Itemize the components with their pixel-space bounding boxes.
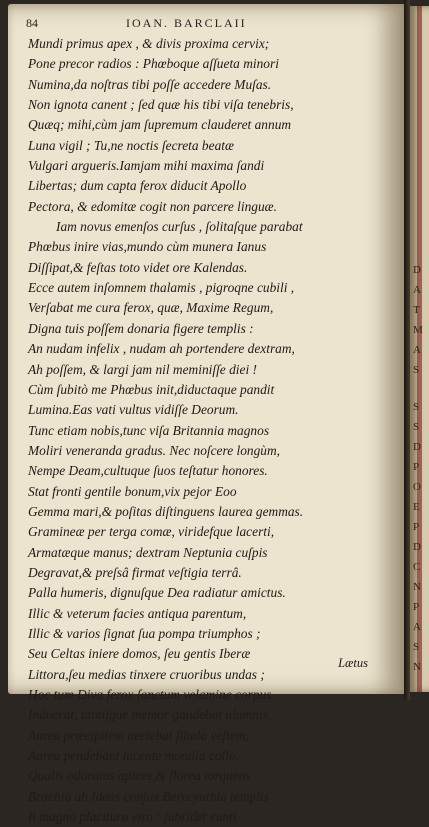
edge-letter: D <box>413 441 421 453</box>
verse-line: Induerat, tantiſque memor gaudebat alumnis. <box>28 707 272 723</box>
verse-line: Qualis odoratos apices,& florea torquens <box>28 768 251 784</box>
verse-line: Gemma mari,& poſitas diſtinguens laurea gemmas. <box>28 503 304 519</box>
edge-letter: O <box>413 481 421 493</box>
verse-line: Libertas; dum capta ferox diducit Apollo <box>28 178 247 194</box>
edge-letter: P <box>413 521 420 533</box>
edge-letter: N <box>413 661 421 673</box>
edge-letter: A <box>413 284 421 296</box>
edge-letter: N <box>413 581 421 593</box>
verse-line: Palla humeris, dignuſque Dea radiatur amictus. <box>28 585 286 601</box>
verse-line: Pone precor radios : Phœboque aſſueta minori <box>28 56 279 72</box>
verse-line: Phœbus inire vias,mundo cùm munera Ianus <box>28 239 267 255</box>
verse-line: Gramineæ per terga comæ, viridefque lacerti, <box>28 524 275 540</box>
verse-line: Moliri veneranda gradus. Nec noſcere longùm, <box>28 442 281 458</box>
verse-line: Aurea pendebant lucente monilia collo. <box>28 748 240 764</box>
verse-line: Mundi primus apex , & divis proxima cervix; <box>28 36 270 51</box>
verse-line: Ecce autem inſomnem thalamis , pigroqne cubili , <box>28 280 295 296</box>
verse-line: Ah poſſem, & largi jam nil meminiſſe diei ! <box>28 361 257 377</box>
verse-line: Cùm ſubitò me Phœbus init,diductaque pandit <box>28 381 275 397</box>
edge-letter: P <box>413 601 420 613</box>
verse-line: Armatæque manus; dextram Neptunia cuſpis <box>28 544 268 560</box>
page-number: 84 <box>26 16 38 30</box>
verse-line: Tunc etiam nobis,tunc viſa Britannia magnos <box>28 422 270 438</box>
book-page <box>8 4 404 825</box>
running-head: IOAN. BARCLAII <box>126 16 247 30</box>
verse-line: It magno placitura viro : ſubridet eunti <box>28 809 237 825</box>
page-header <box>26 16 374 32</box>
verse-line: Illic & veterum facies antiqua parentum, <box>28 605 247 621</box>
verse-line: Littora,ſeu medias tinxere cruoribus undas ; <box>28 666 265 682</box>
edge-letter: S <box>413 364 420 376</box>
verse-text <box>28 34 380 827</box>
edge-letter: T <box>413 304 420 316</box>
verse-line: Diſſipat,& feſtas toto videt ore Kalendas. <box>28 259 248 275</box>
edge-letter: P <box>413 461 420 473</box>
verse-line: Illic & varios ſignat ſua pompa triumphos ; <box>28 625 261 641</box>
verse-line: Hoc tum Diva ferox ſanctum velamine corpus <box>28 687 272 702</box>
verse-line: Luna vigil ; Tu,ne noctis ſecreta beatæ <box>28 137 234 153</box>
verse-line: Iam novus emenſos curſus , ſolitaſque parabat <box>56 219 303 235</box>
edge-letter: S <box>413 421 420 433</box>
edge-letter: D <box>413 264 421 276</box>
edge-letter: S <box>413 401 420 413</box>
edge-letter: E <box>413 501 420 513</box>
verse-line: An nudam infelix , nudam ah portendere dextram, <box>28 341 295 357</box>
edge-letter: A <box>413 344 421 356</box>
edge-letter: C <box>413 561 421 573</box>
verse-line: Pectora, & edomitæ cogit non parcere linguæ. <box>28 198 277 214</box>
verse-line: Brachia ab Idæis conjux Berecynthia templis <box>28 788 269 804</box>
verse-line: Degravat,& preſsâ firmat veſtigia terrâ. <box>28 564 242 580</box>
verse-line: Stat fronti gentile bonum,vix pejor Eoo <box>28 483 237 499</box>
edge-letter: S <box>413 641 420 653</box>
facing-page-edge <box>410 6 429 692</box>
verse-line: Seu Celtas iniere domos, ſeu gentis Iberæ <box>28 646 251 662</box>
verse-line: Lumina.Eas vati vultus vidiſſe Deorum. <box>28 402 239 418</box>
verse-line: Nempe Deam,cultuque ſuos teſtatur honores. <box>28 463 268 479</box>
verse-line: Vulgari argueris.Iamjam mihi maxima ſandi <box>28 158 265 174</box>
edge-letter: A <box>413 621 421 633</box>
verse-line: Aurea præcipitem nectebat fibula veſtem, <box>28 727 249 743</box>
verse-line: Digna tuis poſſem donaria figere templis : <box>28 320 254 336</box>
verse-line: Verſabat me cura ferox, quæ, Maxime Regum, <box>28 300 274 316</box>
edge-letter: D <box>413 541 421 553</box>
catchword: Lætus <box>338 656 368 670</box>
verse-line: Non ignota canent ; ſed quæ his tibi viſa tenebris, <box>28 97 294 113</box>
verse-line: Numina,da noſtras tibi poſſe accedere Muſas. <box>28 76 272 92</box>
edge-letter: M <box>413 324 423 336</box>
verse-line: Quæq; mihi,cùm jam ſupremum clauderet annum <box>28 117 292 133</box>
